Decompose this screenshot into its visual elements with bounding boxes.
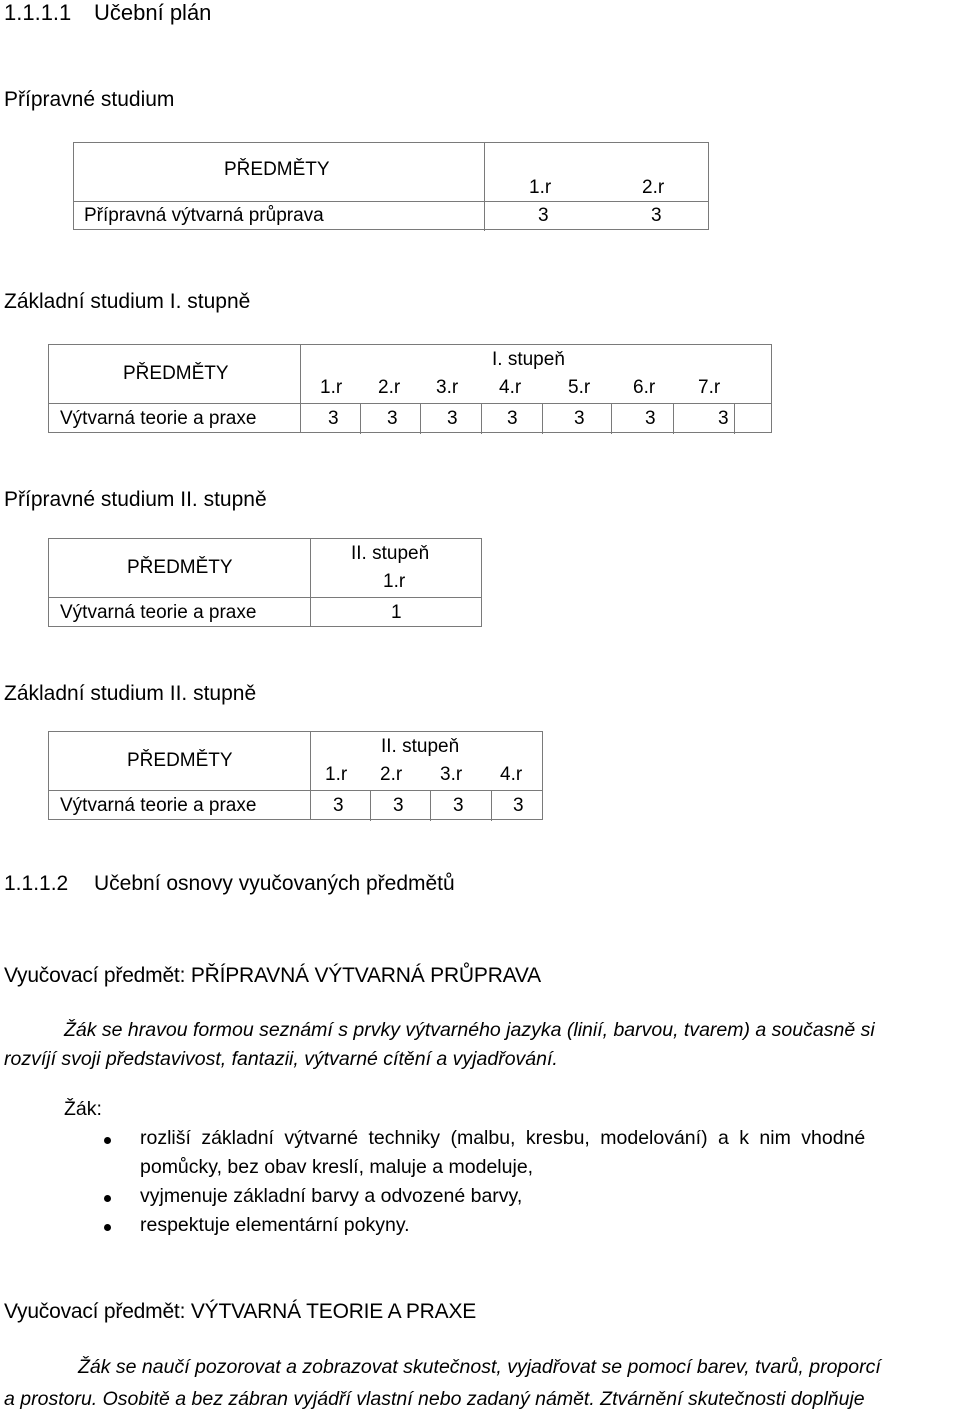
basic1-year-4: 4.r: [499, 377, 522, 398]
subject2-heading: Vyučovací předmět: VÝTVARNÁ TEORIE A PRAXE: [4, 1300, 477, 1323]
basic2-year-4: 4.r: [500, 764, 523, 785]
basic2-col-header: PŘEDMĚTY: [127, 750, 233, 771]
basic1-value-6: 3: [645, 408, 656, 429]
basic2-value-2: 3: [393, 795, 404, 816]
section-heading-1: [4, 0, 211, 26]
section-number: 1.1.1.1: [4, 0, 72, 25]
prep-year-1: 1.r: [529, 177, 552, 198]
subject2-intro-line-1: Žák se naučí pozorovat a zobrazovat skutečnost, vyjadřovat se pomocí barev, tvarů, proporcí: [78, 1356, 881, 1378]
basic2-value-1: 3: [333, 795, 344, 816]
basic2-heading: Základní studium II. stupně: [4, 682, 257, 705]
subject1-intro-line-1: Žák se hravou formou seznámí s prvky výtvarného jazyka (linií, barvou, tvarem) a současně si: [64, 1019, 875, 1041]
bullet-icon: [104, 1224, 111, 1231]
section-title: Učební plán: [94, 0, 212, 25]
basic1-year-1: 1.r: [320, 377, 343, 398]
basic1-year-3: 3.r: [436, 377, 459, 398]
prep-value-2: 3: [651, 205, 662, 226]
bullet-icon: [104, 1195, 111, 1202]
basic2-row-label: Výtvarná teorie a praxe: [60, 795, 257, 816]
section-number: 1.1.1.2: [4, 872, 69, 895]
prep-heading: Přípravné studium: [4, 88, 175, 111]
prep2-heading: Přípravné studium II. stupně: [4, 488, 267, 511]
bullet-1-line-2: pomůcky, bez obav kreslí, maluje a modeluje,: [140, 1156, 534, 1178]
basic1-table: [48, 344, 772, 433]
basic1-col-header: PŘEDMĚTY: [123, 363, 229, 384]
bullet-icon: [104, 1137, 111, 1144]
prep2-col-header: PŘEDMĚTY: [127, 557, 233, 578]
basic1-value-3: 3: [447, 408, 458, 429]
section-heading-2: [4, 872, 455, 896]
basic1-value-1: 3: [328, 408, 339, 429]
prep2-year-1: 1.r: [383, 571, 406, 592]
prep-year-2: 2.r: [642, 177, 665, 198]
bullet-3-line-1: respektuje elementární pokyny.: [140, 1214, 410, 1236]
basic1-year-5: 5.r: [568, 377, 591, 398]
prep-value-1: 3: [538, 205, 549, 226]
basic2-year-1: 1.r: [325, 764, 348, 785]
basic2-year-3: 3.r: [440, 764, 463, 785]
basic1-row-label: Výtvarná teorie a praxe: [60, 408, 257, 429]
prep-table: [73, 142, 709, 230]
pupil-label: Žák:: [64, 1098, 102, 1120]
basic1-value-7: 3: [718, 408, 729, 429]
subject1-heading: Vyučovací předmět: PŘÍPRAVNÁ VÝTVARNÁ PRŮPRAVA: [4, 964, 541, 987]
subject2-intro-line-2: a prostoru. Osobitě a bez zábran vyjádří vlastní nebo zadaný námět. Ztvárnění skutečnosti doplňuje: [4, 1388, 865, 1410]
basic1-year-6: 6.r: [633, 377, 656, 398]
basic1-value-2: 3: [387, 408, 398, 429]
basic1-level: I. stupeň: [492, 349, 565, 370]
section-title: Učební osnovy vyučovaných předmětů: [94, 872, 455, 895]
basic1-heading: Základní studium I. stupně: [4, 290, 251, 313]
bullet-2-line-1: vyjmenuje základní barvy a odvozené barvy,: [140, 1185, 523, 1207]
prep2-value-1: 1: [391, 602, 402, 623]
basic2-table: [48, 731, 543, 820]
prep2-level: II. stupeň: [351, 543, 430, 564]
basic1-value-5: 3: [574, 408, 585, 429]
prep2-row-label: Výtvarná teorie a praxe: [60, 602, 257, 623]
basic1-year-2: 2.r: [378, 377, 401, 398]
bullet-1-line-1: rozliší základní výtvarné techniky (malbu, kresbu, modelování) a k nim vhodné: [140, 1127, 866, 1149]
subject1-intro-line-2: rozvíjí svoji představivost, fantazii, výtvarné cítění a vyjadřování.: [4, 1048, 558, 1070]
prep-col-header: PŘEDMĚTY: [224, 159, 330, 180]
prep-row-label: Přípravná výtvarná průprava: [84, 205, 324, 226]
prep2-table: [48, 538, 482, 627]
basic2-value-3: 3: [453, 795, 464, 816]
basic2-level: II. stupeň: [381, 736, 460, 757]
basic1-year-7: 7.r: [698, 377, 721, 398]
basic2-year-2: 2.r: [380, 764, 403, 785]
basic2-value-4: 3: [513, 795, 524, 816]
basic1-value-4: 3: [507, 408, 518, 429]
